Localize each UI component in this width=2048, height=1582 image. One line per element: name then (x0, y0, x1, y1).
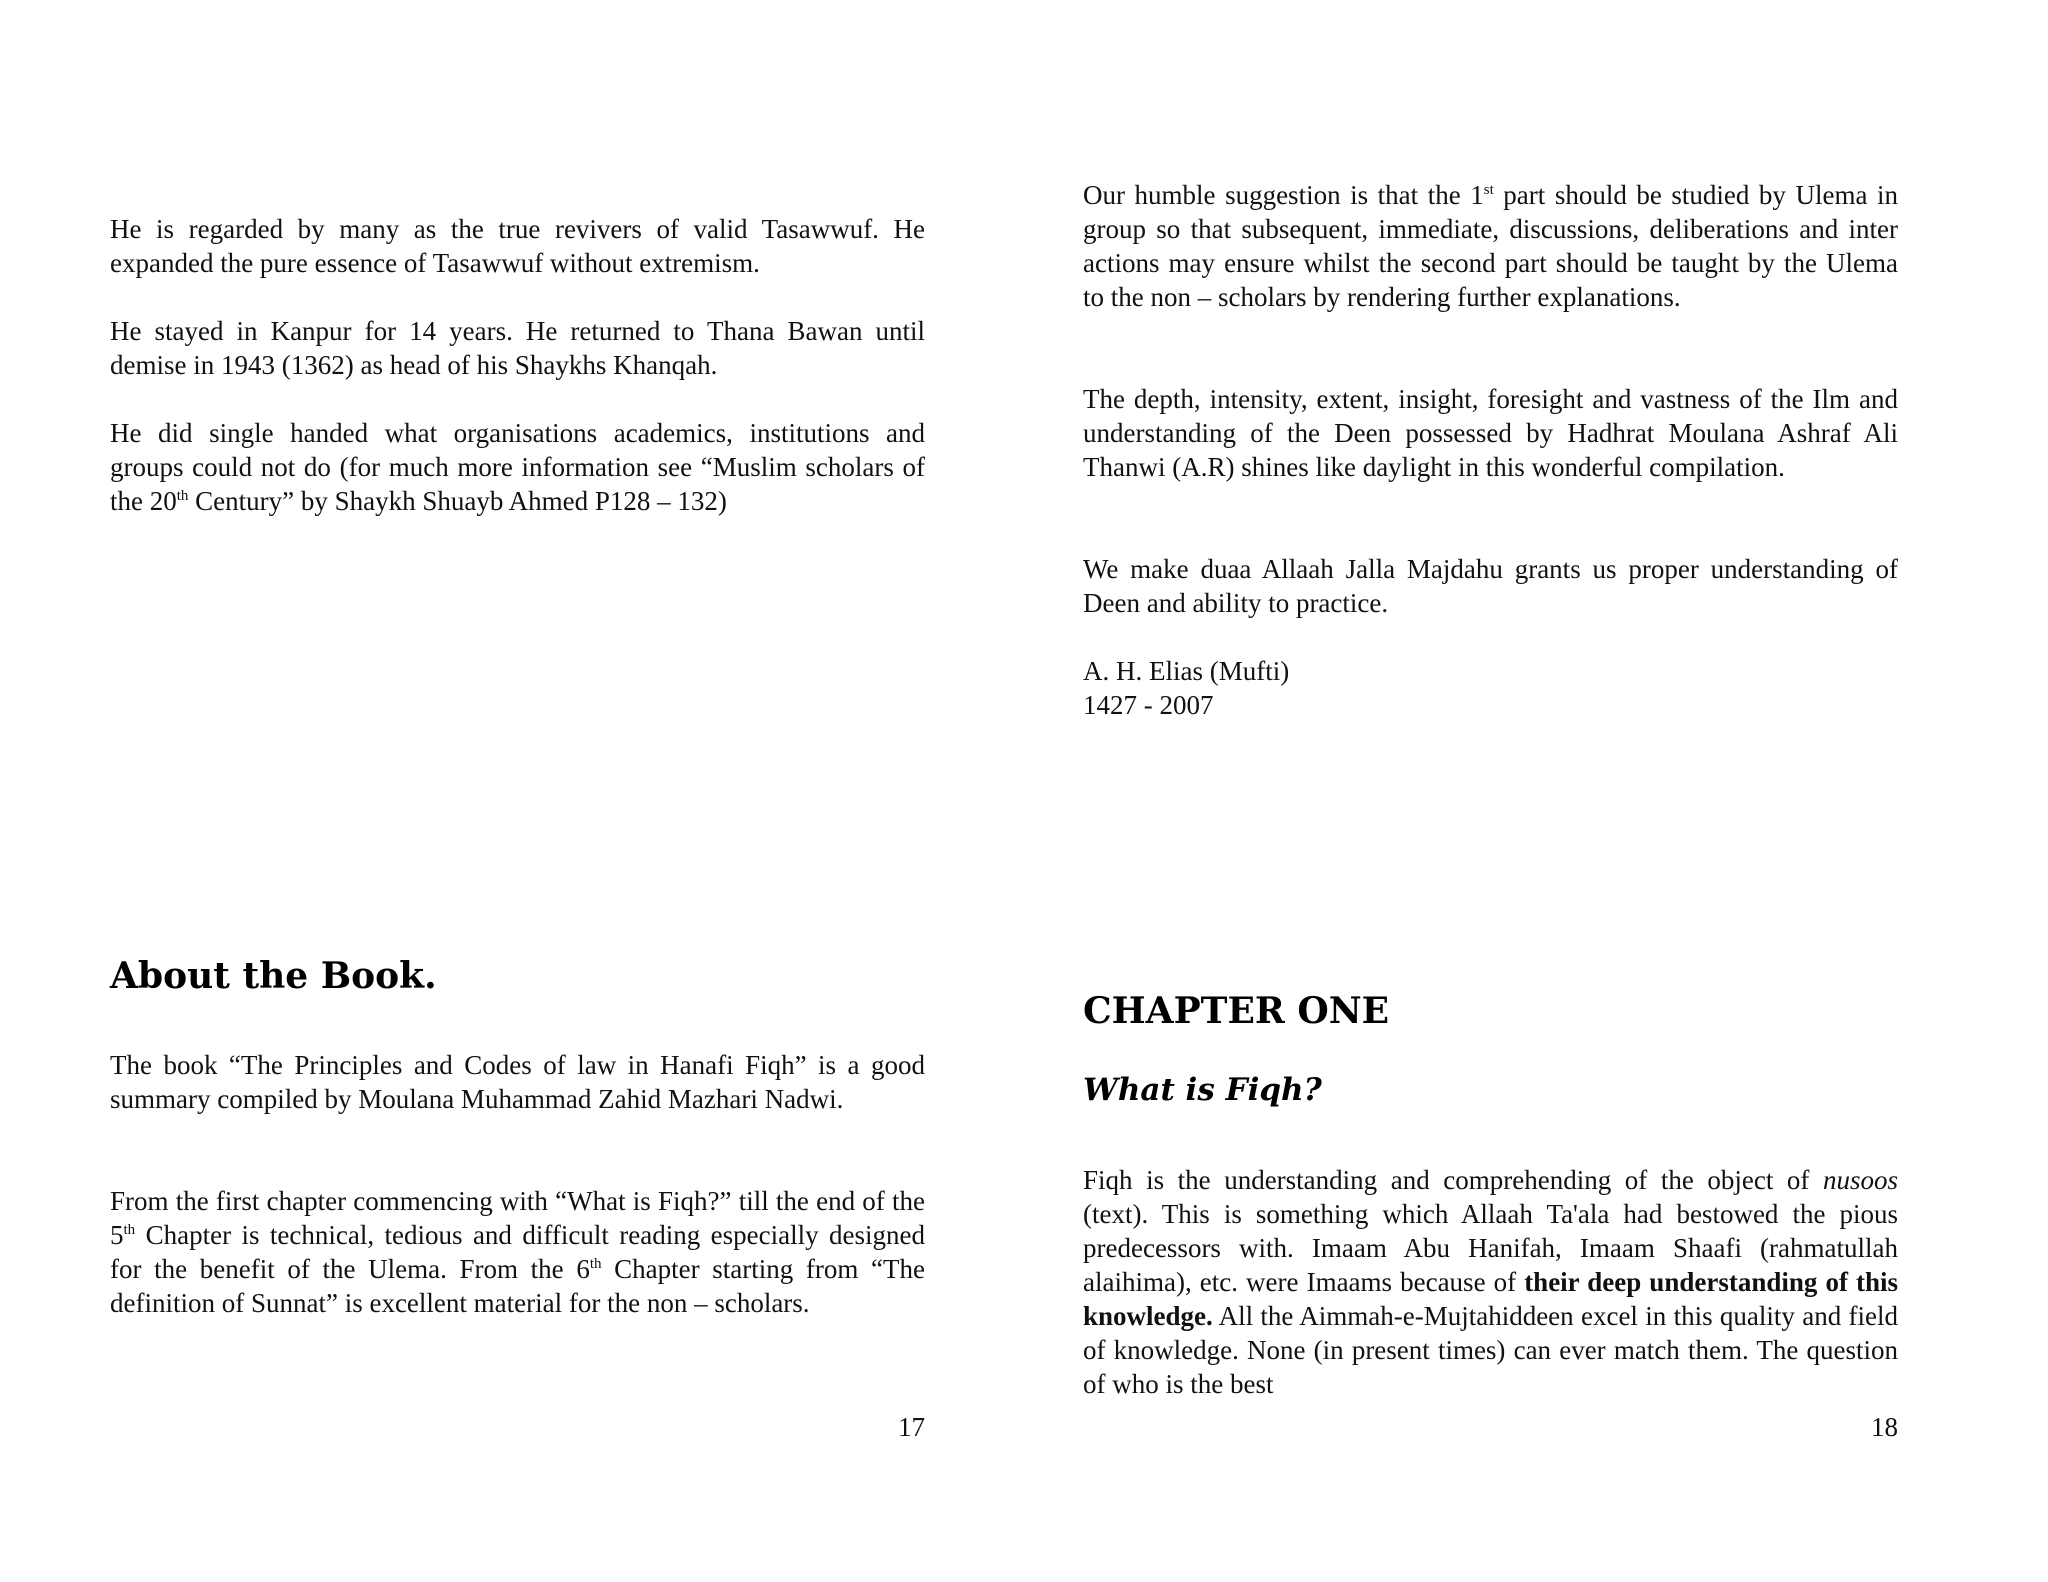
bold-emphasis: their deep understanding of this knowledge. (1083, 1267, 1899, 1331)
superscript: th (123, 1222, 136, 1238)
text-run: Fiqh is the understanding and comprehending of the object of (1083, 1165, 1823, 1195)
text-run: (text). This is something which Allaah Ta'ala had bestowed the pious predecessors with. Imaam Abu Hanifah, Imaam Shaafi (rahmatullah alaihima), etc. were Imaams because of (1083, 1199, 1898, 1297)
text-run: Our humble suggestion is that the 1 (1083, 180, 1484, 210)
text-run: Chapter starting from “The definition of Sunnat” is excellent material for the non – scholars. (110, 1254, 925, 1318)
text-run: Century” by Shaykh Shuayb Ahmed P128 – 132) (188, 486, 727, 516)
paragraph-about-summary: The book “The Principles and Codes of law in Hanafi Fiqh” is a good summary compiled by Moulana Muhammad Zahid Mazhari Nadwi. (110, 1050, 925, 1114)
chapter-subheading: What is Fiqh? (1083, 1072, 1322, 1108)
paragraph-depth: The depth, intensity, extent, insight, foresight and vastness of the Ilm and understanding of the Deen possessed by Hadhrat Moulana Ashraf Ali Thanwi (A.R) shines like daylight in this wonderful compilation. (1083, 384, 1898, 482)
page-number: 17 (898, 1412, 925, 1442)
about-heading: About the Book. (110, 955, 437, 997)
italic-term: nusoos (1822, 1165, 1898, 1195)
text-run: part should be studied by Ulema in group so that subsequent, immediate, discussions, deliberations and inter actions may ensure whilst the second part should be taught by the Ulema to the non – scholars by rendering further explanations. (1083, 180, 1898, 312)
paragraph-duaa: We make duaa Allaah Jalla Majdahu grants us proper understanding of Deen and ability to practice. (1083, 554, 1898, 618)
paragraph-kanpur: He stayed in Kanpur for 14 years. He returned to Thana Bawan until demise in 1943 (1362) as head of his Shaykhs Khanqah. (110, 316, 925, 380)
paragraph-single-handed (110, 416, 925, 518)
page-number: 18 (1871, 1412, 1898, 1442)
superscript: st (1483, 182, 1494, 198)
right-page (1083, 0, 1903, 1582)
paragraph-fiqh-definition (1083, 1163, 1898, 1401)
superscript: th (176, 488, 189, 504)
signature-name: A. H. Elias (Mufti) (1083, 656, 1290, 686)
left-page (110, 0, 930, 1582)
text-run: He did single handed what organisations academics, institutions and groups could not do (for much more information see “Muslim scholars of the 20 (110, 418, 925, 516)
superscript: th (589, 1256, 602, 1272)
text-run: From the first chapter commencing with “What is Fiqh?” till the end of the 5 (110, 1186, 925, 1250)
signature-date: 1427 - 2007 (1083, 690, 1214, 720)
paragraph-about-chapters (110, 1184, 925, 1320)
text-run: All the Aimmah-e-Mujtahiddeen excel in this quality and field of knowledge. None (in present times) can ever match them. The question of who is the best (1083, 1301, 1898, 1399)
text-run: Chapter is technical, tedious and difficult reading especially designed for the benefit of the Ulema. From the 6 (110, 1220, 925, 1284)
paragraph-suggestion (1083, 178, 1898, 314)
paragraph-tasawwuf: He is regarded by many as the true revivers of valid Tasawwuf. He expanded the pure essence of Tasawwuf without extremism. (110, 214, 925, 278)
chapter-heading: CHAPTER ONE (1083, 990, 1390, 1032)
